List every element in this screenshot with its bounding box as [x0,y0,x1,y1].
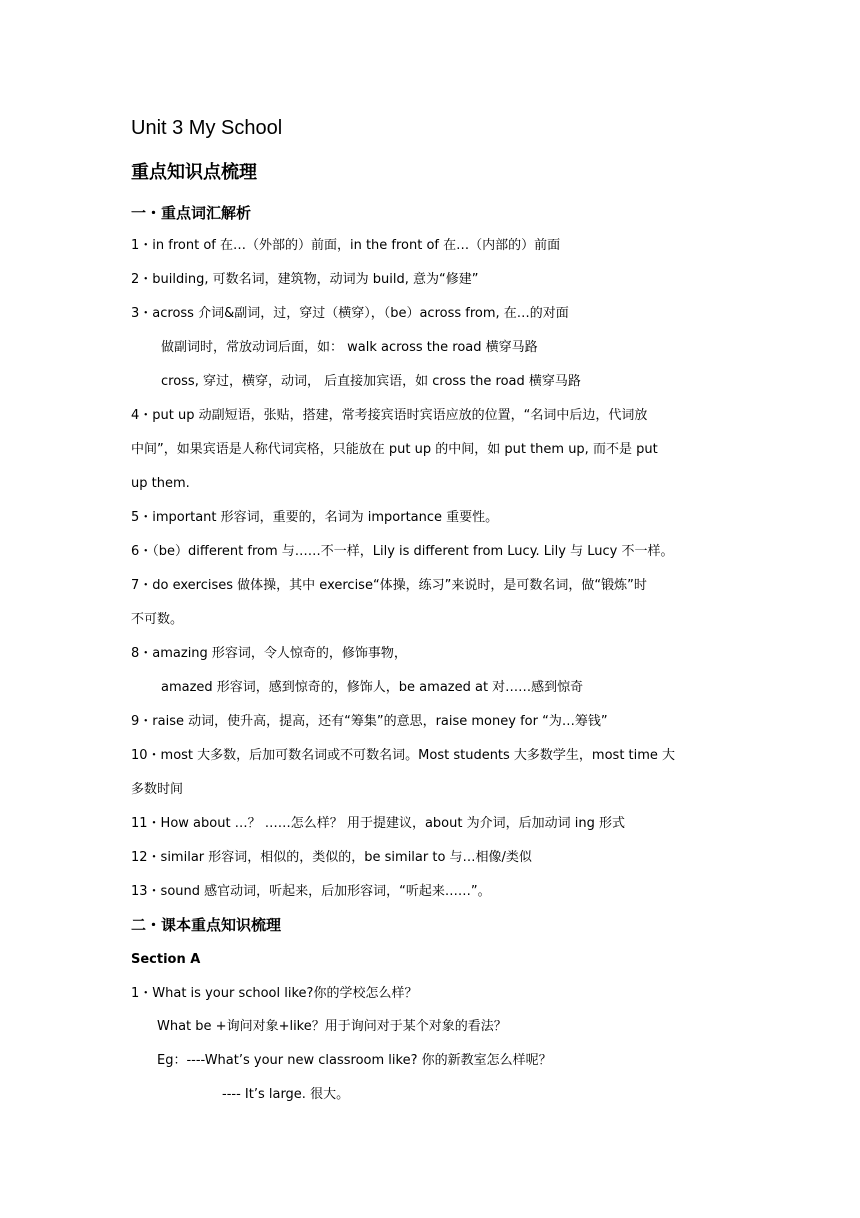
textbook-line: What be +询问对象+like？用于询问对于某个对象的看法？ [157,1019,507,1034]
vocab-line: 9・raise 动词，使升高，提高，还有“筹集”的意思，raise money for “为…筹钱” [131,714,608,729]
vocab-line: up them. [131,476,190,491]
vocab-line: 2・building, 可数名词，建筑物，动词为 build, 意为“修建” [131,272,479,287]
vocab-line: 13・sound 感官动词，听起来，后加形容词，“听起来……”。 [131,884,491,899]
vocab-line: 11・How about …？ ……怎么样？ 用于提建议，about 为介词，后加动词 ing 形式 [131,816,625,831]
vocab-line: 中间”，如果宾语是人称代词宾格，只能放在 put up 的中间，如 put them up, 而不是 put [131,442,658,457]
textbook-line: Eg：----What’s your new classroom like? 你的新教室怎么样呢？ [157,1053,552,1068]
vocab-line: 6・（be）different from 与……不一样，Lily is different from Lucy. Lily 与 Lucy 不一样。 [131,544,674,559]
textbook-line: ---- It’s large. 很大。 [222,1087,350,1102]
vocab-line: 7・do exercises 做体操，其中 exercise“体操，练习”来说时，是可数名词，做“锻炼”时 [131,578,647,593]
vocab-line: 多数时间 [131,782,184,797]
textbook-line: 1・What is your school like?你的学校怎么样？ [131,986,418,1001]
main-heading: 重点知识点梳理 [131,162,257,183]
vocab-line: 做副词时，常放动词后面，如： walk across the road 横穿马路 [161,340,538,355]
vocab-line: cross, 穿过，横穿，动词， 后直接加宾语，如 cross the road 横穿马路 [161,374,581,389]
document-title: Unit 3 My School [131,117,283,139]
vocab-line: 8・amazing 形容词，令人惊奇的，修饰事物， [131,646,407,661]
vocab-line: 3・across 介词&副词，过，穿过（横穿），（be）across from, 在…的对面 [131,306,569,321]
section-heading-textbook: 二・课本重点知识梳理 [131,916,282,934]
vocab-line: 1・in front of 在…（外部的）前面，in the front of 在…（内部的）前面 [131,238,561,253]
section-heading-vocabulary: 一・重点词汇解析 [131,204,252,222]
vocab-line: 10・most 大多数，后加可数名词或不可数名词。Most students 大多数学生，most time 大 [131,748,676,763]
vocab-line: 不可数。 [131,612,184,627]
vocab-line: 5・important 形容词，重要的，名词为 importance 重要性。 [131,510,499,525]
vocab-line: 4・put up 动副短语，张贴，搭建，常考接宾语时宾语应放的位置，“名词中后边，代词放 [131,408,648,423]
section-a-label: Section A [131,952,201,967]
vocab-line: amazed 形容词，感到惊奇的，修饰人，be amazed at 对……感到惊奇 [161,680,584,695]
vocab-line: 12・similar 形容词，相似的，类似的，be similar to 与…相像/类似 [131,850,532,865]
